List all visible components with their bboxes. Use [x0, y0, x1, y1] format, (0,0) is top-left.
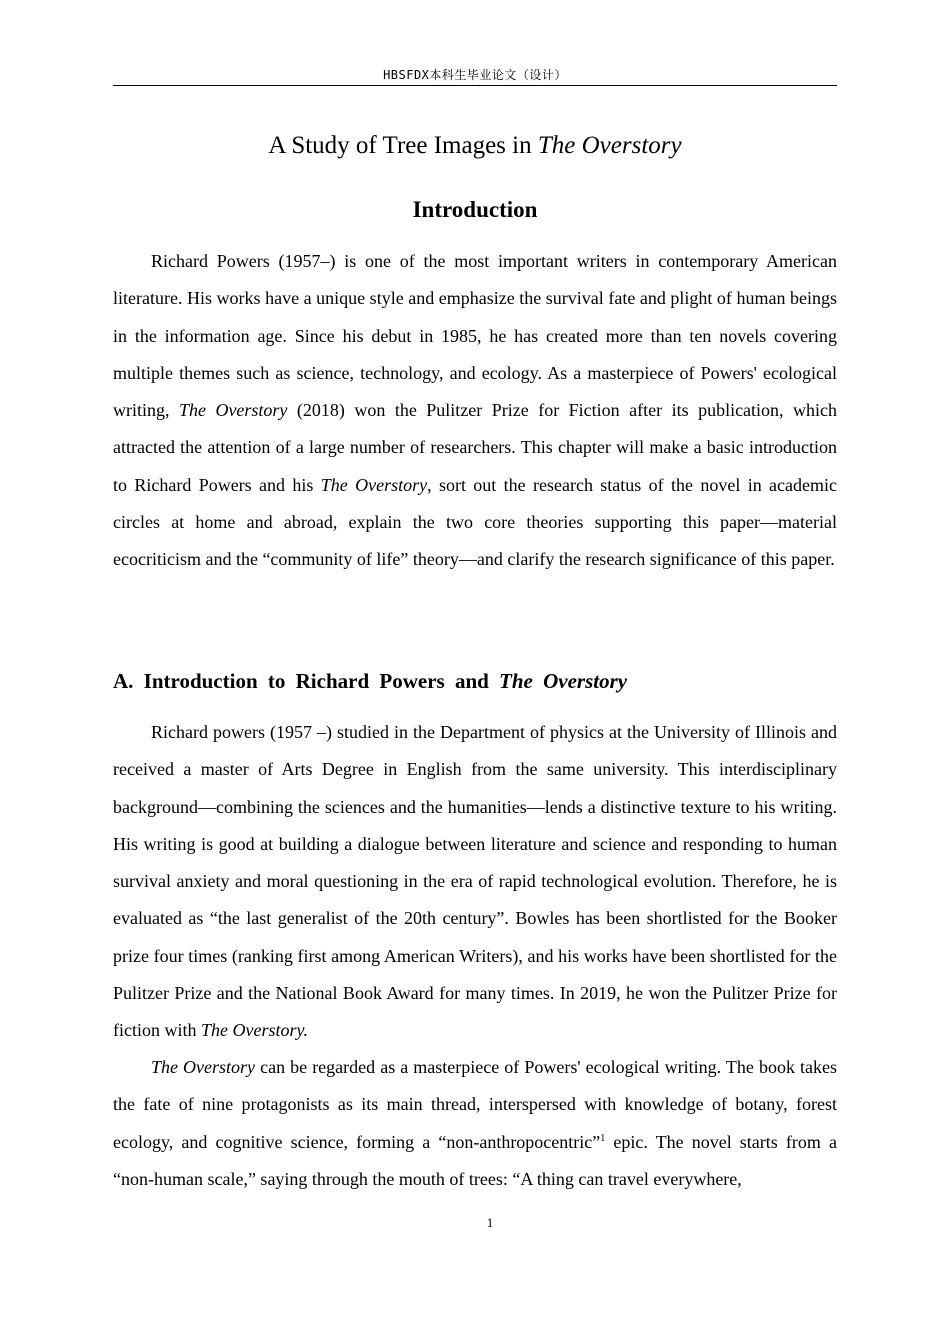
section-a-heading	[113, 666, 837, 696]
title-book-name: The Overstory	[537, 132, 682, 159]
document-title	[113, 130, 837, 162]
intro-book-title-2: The Overstory	[320, 474, 428, 495]
intro-text-part2: (2018) won the Pulitzer Prize for Fiction after its publication, which attracted the attention of a large number of researchers. This chapter will make a basic introduction to Richard Powers and his	[113, 400, 838, 495]
section-a-p1-text: Richard powers (1957 –) studied in the Department of physics at the University of Illinois and received a master of Arts Degree in English from the same university. This interdisciplinary background—combining the sciences and the humanities—lends a distinctive texture to his writing. His writing is good at building a dialogue between literature and science and responding to human survival anxiety and moral questioning in the era of rapid technological evolution. Therefore, he is evaluated as “the last generalist of the 20th century”. Bowles has been shortlisted for the Booker prize four times (ranking first among American Writers), and his works have been shortlisted for the Pulitzer Prize and the National Book Award for many times. In 2019, he won the Pulitzer Prize for fiction with	[113, 722, 837, 1041]
title-text: A Study of Tree Images in	[268, 132, 538, 159]
section-a-paragraph-1	[113, 714, 837, 1050]
section-a-p2-text-part2: epic. The novel starts from a “non-human scale,” saying through the mouth of trees: “A thing can travel everywhere,	[113, 1131, 837, 1189]
intro-text-part3: , sort out the research status of the novel in academic circles at home and abroad, explain the two core theories supporting this paper—material ecocriticism and the “community of life” theory—and clarify the research significance of this paper.	[113, 474, 837, 570]
section-a-heading-book: The Overstory	[499, 669, 628, 693]
page-number: 1	[486, 1215, 494, 1230]
intro-text-part1: Richard Powers (1957–) is one of the most important writers in contemporary American literature. His works have a unique style and emphasize the survival fate and plight of human beings in the information age. Since his debut in 1985, he has created more than ten novels covering multiple themes such as science, technology, and ecology. As a masterpiece of Powers' ecological writing,	[113, 251, 837, 421]
section-a-p1-book: The Overstory.	[201, 1020, 308, 1041]
header-rule	[113, 85, 837, 86]
footnote-marker[interactable]: 1	[600, 1132, 606, 1144]
introduction-heading: Introduction	[412, 197, 538, 222]
section-a-heading-text: A. Introduction to Richard Powers and	[113, 669, 500, 693]
page-header: HBSFDX本科生毕业论文（设计）	[383, 68, 567, 82]
section-a-paragraph-2	[113, 1049, 837, 1198]
introduction-paragraph	[113, 243, 837, 579]
section-a-p2-book: The Overstory	[151, 1057, 256, 1077]
section-a-p2-text-part1: can be regarded as a masterpiece of Powers' ecological writing. The book takes the fate of nine protagonists as its main thread, interspersed with knowledge of botany, forest ecology, and cognitive science, forming a “non-anthropocentric”	[113, 1057, 837, 1152]
intro-book-title-1: The Overstory	[178, 400, 288, 421]
